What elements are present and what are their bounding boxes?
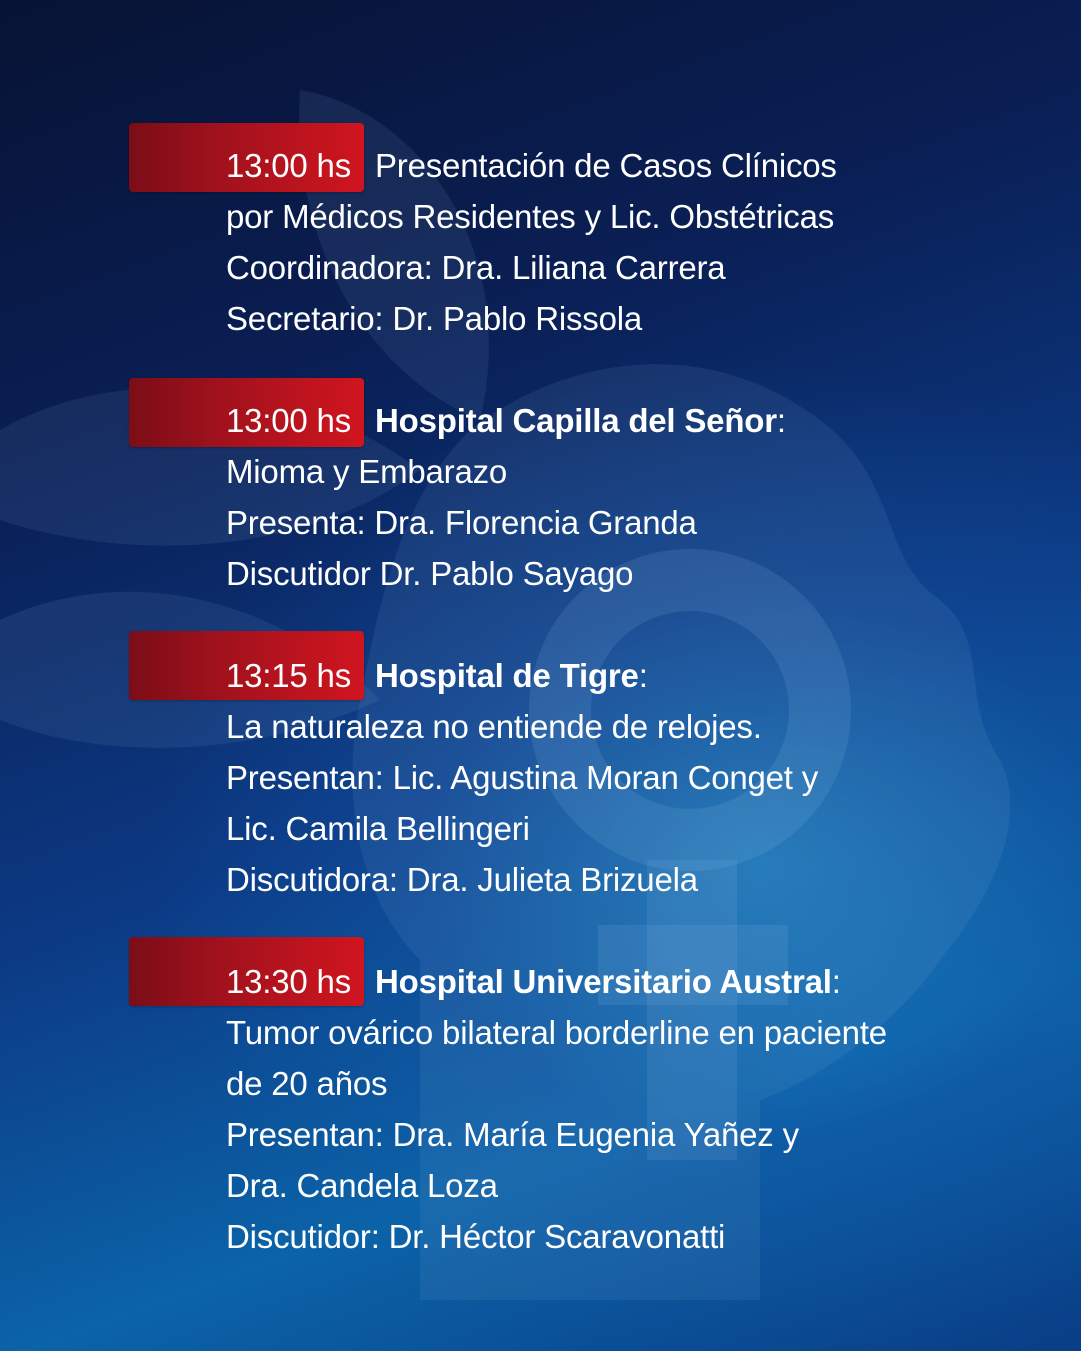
entry-title-text: Presentación de Casos Clínicos xyxy=(375,147,837,184)
entry-line: Tumor ovárico bilateral borderline en paciente xyxy=(226,1014,887,1051)
entry-line: Discutidor Dr. Pablo Sayago xyxy=(226,555,634,592)
entry-title-suffix: : xyxy=(638,657,648,694)
entry-line: Discutidora: Dra. Julieta Brizuela xyxy=(226,861,698,898)
entry-title xyxy=(375,146,837,186)
entry-line: por Médicos Residentes y Lic. Obstétricas xyxy=(226,198,835,235)
entry-time: 13:00 hs xyxy=(226,147,352,184)
entry-title-text: Hospital Capilla del Señor xyxy=(375,402,777,439)
entry-line: Presenta: Dra. Florencia Granda xyxy=(226,504,697,541)
entry-line: Presentan: Lic. Agustina Moran Conget y xyxy=(226,759,819,796)
entry-line: Dra. Candela Loza xyxy=(226,1167,498,1204)
entry-title xyxy=(375,401,786,441)
entry-title-suffix: : xyxy=(831,963,841,1000)
entry-title xyxy=(375,962,841,1002)
entry-line: Presentan: Dra. María Eugenia Yañez y xyxy=(226,1116,799,1153)
entry-title-suffix: : xyxy=(776,402,786,439)
entry-line: Secretario: Dr. Pablo Rissola xyxy=(226,300,643,337)
entry-line: Lic. Camila Bellingeri xyxy=(226,810,530,847)
entry-title-text: Hospital Universitario Austral xyxy=(375,963,832,1000)
entry-line: Mioma y Embarazo xyxy=(226,453,508,490)
entry-line: Discutidor: Dr. Héctor Scaravonatti xyxy=(226,1218,726,1255)
entry-title-text: Hospital de Tigre xyxy=(375,657,639,694)
entry-line: La naturaleza no entiende de relojes. xyxy=(226,708,762,745)
entry-title xyxy=(375,656,648,696)
entry-time: 13:00 hs xyxy=(226,402,352,439)
entry-line: Coordinadora: Dra. Liliana Carrera xyxy=(226,249,726,286)
entry-time: 13:30 hs xyxy=(226,963,352,1000)
entry-time: 13:15 hs xyxy=(226,657,352,694)
entry-line: de 20 años xyxy=(226,1065,388,1102)
